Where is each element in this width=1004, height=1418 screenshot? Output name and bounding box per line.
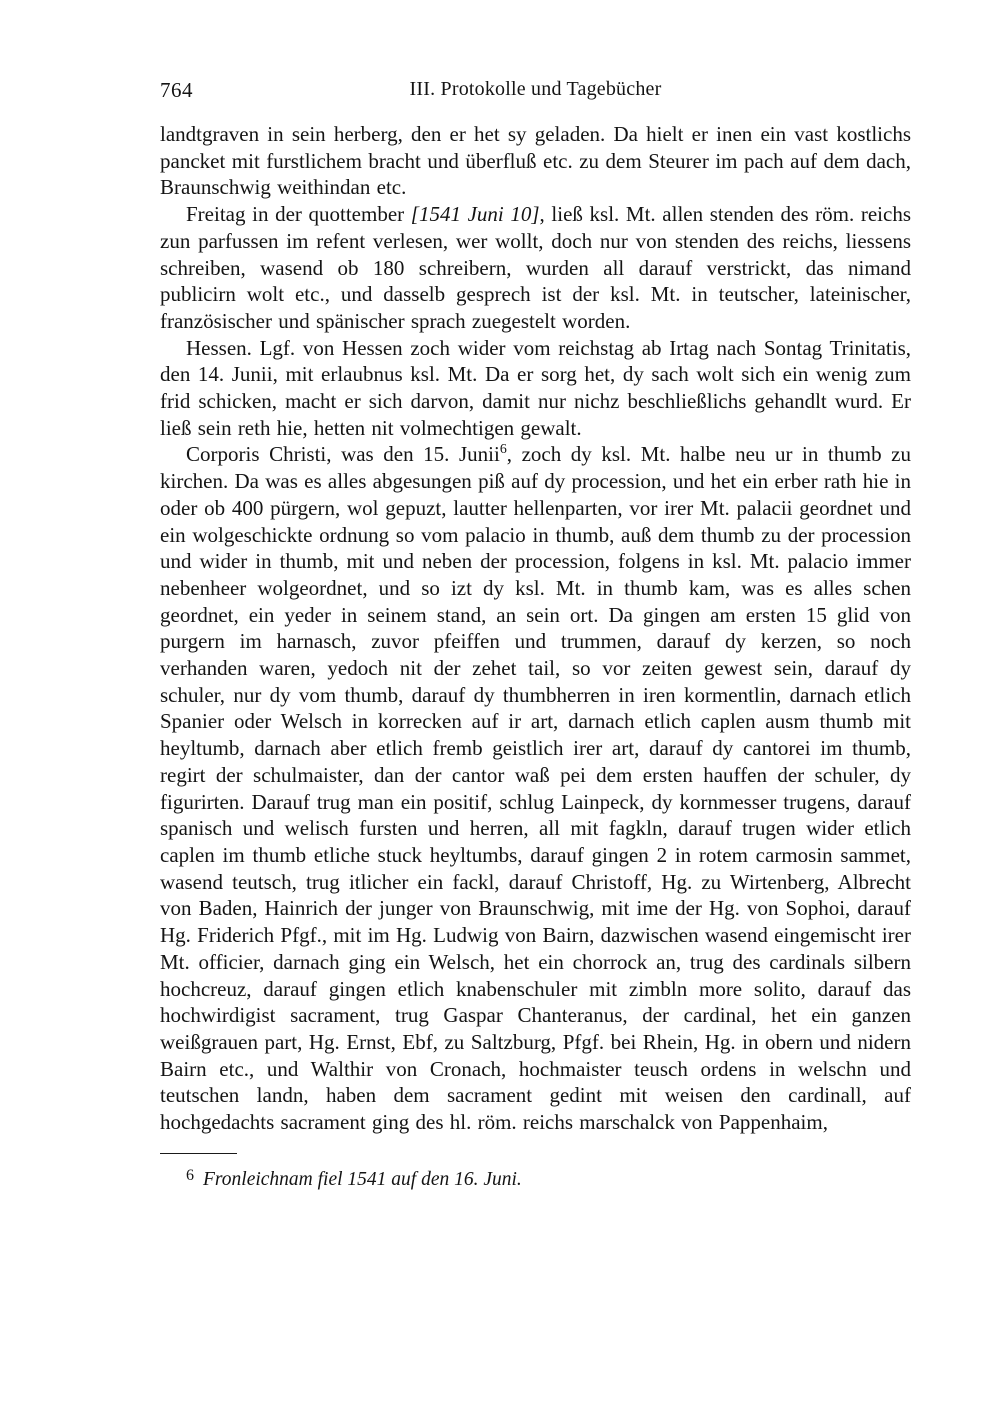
text-segment: , zoch dy ksl. Mt. halbe neu ur in thumb zu kirchen. Da was es alles abgesungen piß auf dy procession, und het ein erber rath hie in oder ob 400 pürgern, wol gepuzt, lautter hellenparten, vor irer Mt. palacii geordnet und ein wolgeschickte ordnung so vom palacio in thumb, auß dem thumb zu der procession und wider in thumb, mit und neben der procession, folgens in ksl. Mt. palacio immer nebenheer wolgeordnet, und so izt dy ksl. Mt. in thumb kam, was es alles schen geordnet, ein yeder in seinem stand, an sein ort. Da gingen am ersten 15 glid von purgern im harnasch, zuvor pfeiffen und trummen, darauf dy kerzen, so noch verhanden waren, yedoch nit der zehet tail, so vor zeiten gewest sein, darauf dy schuler, nur dy vom thumb, darauf dy thumbherren in iren kormentlin, darnach etlich Spanier oder Welsch in korrecken auf ir art, darnach etlich caplen ausm thumb mit heyltumb, darnach aber etlich fremb geistlich irer art, darauf dy cantorei im thumb, regirt der schulmaister, dan der cantor waß pei dem ersten hauffen der schuler, dy figurirten. Darauf trug man ein positif, schlug Lainpeck, dy kornmesser trugens, darauf spanisch und welisch fursten und herren, all mit fagkln, darauf trugen wider etlich caplen im thumb etliche stuck heyltumbs, darauf gingen 2 in rotem carmosin sammet, wasend teutsch, trug itlicher ein fackl, darauf Christoff, Hg. zu Wirtenberg, Albrecht von Baden, Hainrich der junger von Braunschwig, mit ime der Hg. von Sophoi, darauf Hg. Friderich Pfgf., mit im Hg. Ludwig von Bairn, dazwischen wasend eingemischt irer Mt. officier, darnach ging ein Welsch, het ein chorrock an, trug des cardinals silbern hochcreuz, darauf gingen etlich knabenschuler mit zimbln more solito, darauf das hochwirdigist sacrament, trug Gaspar Chanteranus, der cardinal, het ein ganzen weißgrauen part, Hg. Ernst, Ebf, zu Saltzburg, Pfgf. bei Rhein, Hg. in obern und nidern Bairn etc., und Walthir von Cronach, hochmaister teusch ordens in welschn und teutschen landn, haben dem sacrament gedint mit weisen den cardinall, auf hochgedachts sacrament ging des hl. röm. reichs marschalck von Pappenhaim, — [160, 442, 911, 1135]
page-number: 764 — [160, 78, 193, 102]
footnote-rule — [160, 1153, 237, 1155]
text-segment: Freitag in der quottember — [186, 202, 411, 227]
footnote-reference: 6 — [499, 441, 507, 457]
footnote-section — [160, 1153, 911, 1194]
text-segment: [1541 Juni 10] — [410, 202, 540, 227]
footnote-text: Fronleichnam fiel 1541 auf den 16. Juni. — [203, 1169, 522, 1191]
page-header — [160, 78, 911, 104]
paragraph — [160, 335, 911, 442]
running-title: III. Protokolle und Tagebücher — [409, 78, 662, 100]
text-segment: landtgraven in sein herberg, den er het sy geladen. Da hielt er inen ein vast kostlichs pancket mit furstlichem bracht und überfluß etc. zu dem Steurer im pach auf dem dach, Braunschwig weithindan etc. — [160, 122, 911, 200]
paragraph — [160, 121, 911, 201]
paragraph — [160, 201, 911, 335]
body-text — [160, 121, 911, 1136]
paragraph — [160, 441, 911, 1135]
footnote — [160, 1163, 911, 1193]
footnote-marker: 6 — [186, 1167, 194, 1185]
text-segment: Hessen. Lgf. von Hessen zoch wider vom reichstag ab Irtag nach Sontag Trinitatis, den 14. Junii, mit erlaubnus ksl. Mt. Da er sorg het, dy sach wolt sich ein wenig zum frid schicken, macht er sich darvon, damit nur nichz beschließlichs gehandlt wurd. Er ließ sein reth hie, hetten nit volmechtigen gewalt. — [160, 335, 911, 440]
text-segment: , ließ ksl. Mt. allen stenden des röm. reichs zun parfussen im refent verlesen, wer wollt, doch nur von stenden des reichs, liessens schreiben, wasend ob 180 schreibern, wurden all darauf verstrickt, das nimand publicirn wolt etc., und dasselb gesprech ist der ksl. Mt. in teutscher, lateinischer, französischer und spänischer sprach zuegestelt worden. — [160, 202, 911, 333]
text-segment: Corporis Christi, was den 15. Junii — [186, 442, 500, 467]
